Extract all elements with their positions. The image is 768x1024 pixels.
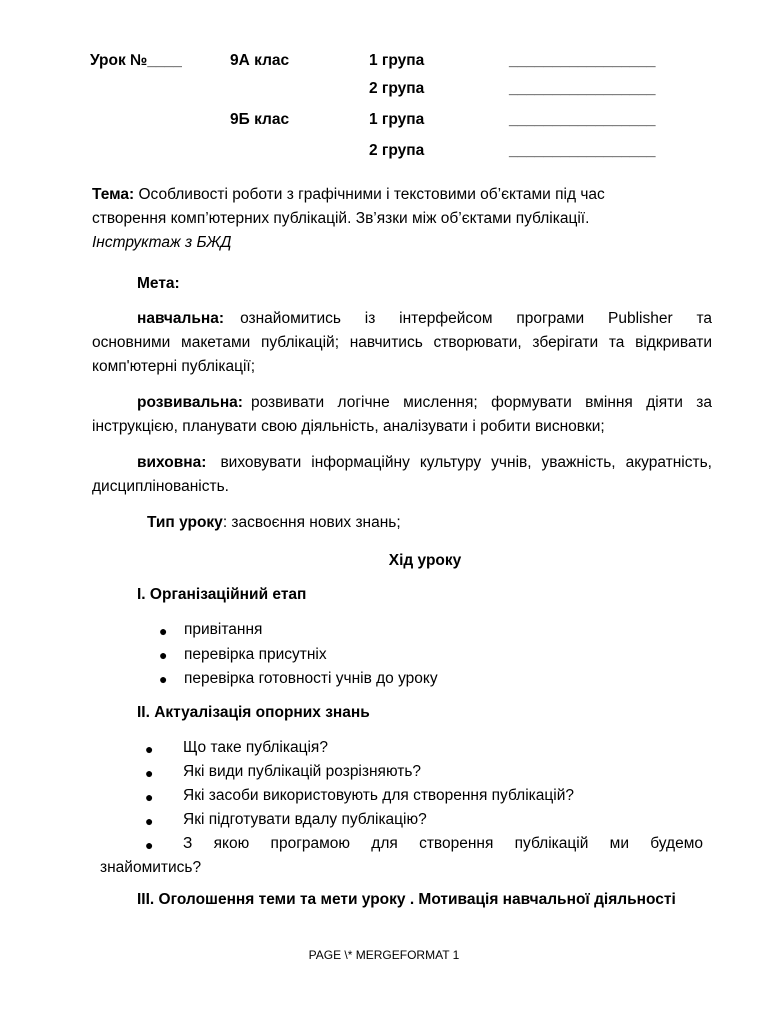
bullet-icon: ● xyxy=(159,647,168,663)
class-9a-label: 9А клас xyxy=(230,52,290,69)
group-2-label: 2 група xyxy=(369,80,425,97)
bullet-icon: ● xyxy=(145,741,154,757)
blank-line: _________________ xyxy=(509,52,656,69)
list-item: перевірка готовності учнів до уроку xyxy=(184,670,438,687)
topic-text-2: створення комп’ютерних публікацій. Зв’язки між об’єктами публікації. xyxy=(92,210,590,227)
list-item: Які засоби використовують для створення публікацій? xyxy=(183,787,574,804)
developmental-goal-label: розвивальна: xyxy=(137,394,243,411)
bullet-icon: ● xyxy=(145,789,154,805)
bullet-icon: ● xyxy=(159,623,168,639)
class-9b-label: 9Б клас xyxy=(230,111,290,128)
upbringing-goal-label: виховна: xyxy=(137,454,207,471)
section-2-title: II. Актуалізація опорних знань xyxy=(137,704,370,721)
lesson-type xyxy=(147,514,401,532)
lesson-type-value: : засвоєння нових знань; xyxy=(222,514,401,531)
topic-label: Тема: xyxy=(92,186,135,203)
educational-goal-line-1 xyxy=(137,310,712,328)
upbringing-goal-text-2: дисциплінованість. xyxy=(92,478,229,495)
educational-goal-text-1: ознайомитись із інтерфейсом програми Publisher та xyxy=(240,310,712,327)
upbringing-goal-line-1 xyxy=(137,454,712,472)
blank-line: _________________ xyxy=(509,111,656,128)
upbringing-goal-text-1: виховувати інформаційну культуру учнів, уважність, акуратність, xyxy=(220,454,712,471)
lesson-number-label: Урок №____ xyxy=(90,52,182,69)
blank-line: _________________ xyxy=(509,142,656,159)
bullet-icon: ● xyxy=(145,813,154,829)
bullet-icon: ● xyxy=(145,765,154,781)
developmental-goal-line-1 xyxy=(137,394,712,412)
lesson-type-label: Тип уроку xyxy=(147,514,223,531)
list-item-continuation: знайомитись? xyxy=(100,859,202,876)
group-2-label: 2 група xyxy=(369,142,425,159)
group-1-label: 1 група xyxy=(369,52,425,69)
goal-label: Мета: xyxy=(137,275,180,292)
topic-text-3: Інструктаж з БЖД xyxy=(92,234,232,251)
list-item: привітання xyxy=(184,621,263,638)
list-item: Які види публікацій розрізняють? xyxy=(183,763,422,780)
course-title: Хід уроку xyxy=(388,552,462,569)
blank-line: _________________ xyxy=(509,80,656,97)
topic-line-1 xyxy=(92,186,605,204)
list-item: Що таке публікація? xyxy=(183,739,328,756)
developmental-goal-text-2: інструкцією, планувати свою діяльність, аналізувати і робити висновки; xyxy=(92,418,605,435)
group-1-label: 1 група xyxy=(369,111,425,128)
educational-goal-label: навчальна: xyxy=(137,310,225,327)
bullet-icon: ● xyxy=(145,837,154,853)
list-item: перевірка присутніх xyxy=(184,646,327,663)
developmental-goal-text-1: розвивати логічне мислення; формувати вміння діяти за xyxy=(250,394,712,411)
bullet-icon: ● xyxy=(159,671,168,687)
list-item: З якою програмою для створення публікацій ми будемо xyxy=(183,835,703,852)
educational-goal-text-2: основними макетами публікацій; навчитись створювати, зберігати та відкривати xyxy=(92,334,712,351)
section-3-title: III. Оголошення теми та мети уроку . Мотивація навчальної діяльності xyxy=(137,891,676,908)
educational-goal-text-3: комп'ютерні публікації; xyxy=(92,358,256,375)
page-footer: PAGE \* MERGEFORMAT 1 xyxy=(308,948,460,962)
section-1-title: I. Організаційний етап xyxy=(137,586,307,603)
list-item: Які підготувати вдалу публікацію? xyxy=(183,811,427,828)
topic-text-1: Особливості роботи з графічними і текстовими об’єктами під час xyxy=(138,186,605,203)
